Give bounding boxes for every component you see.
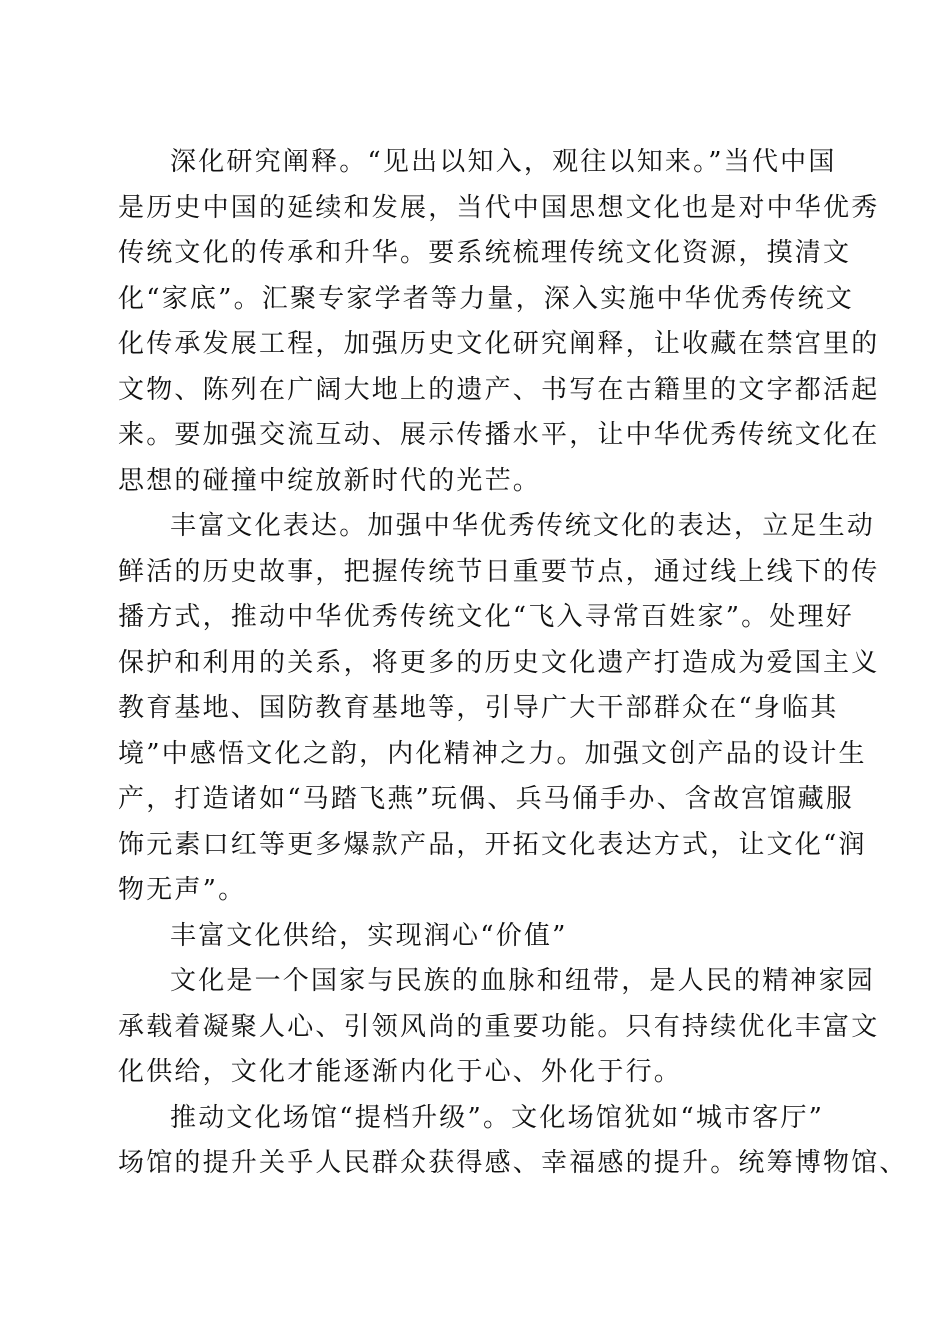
paragraph-line: 文物、陈列在广阔大地上的遗产、书写在古籍里的文字都活起 [118,375,880,405]
paragraph-line: 是历史中国的延续和发展，当代中国思想文化也是对中华优秀 [118,193,880,223]
paragraph-line: 播方式，推动中华优秀传统文化“飞入寻常百姓家”。处理好 [118,602,854,632]
paragraph-line: 传统文化的传承和升华。要系统梳理传统文化资源，摸清文 [118,238,852,268]
section-heading: 丰富文化供给，实现润心“价值” [170,921,568,951]
paragraph-line: 产，打造诸如“马踏飞燕”玩偶、兵马俑手办、含故宫馆藏服 [118,784,854,814]
paragraph-line: 教育基地、国防教育基地等，引导广大干部群众在“身临其 [118,693,839,723]
paragraph-line: 化供给，文化才能逐渐内化于心、外化于行。 [118,1057,683,1087]
paragraph-line: 化“家底”。汇聚专家学者等力量，深入实施中华优秀传统文 [118,284,854,314]
paragraph-line: 文化是一个国家与民族的血脉和纽带，是人民的精神家园 [170,966,876,996]
paragraph-line: 思想的碰撞中绽放新时代的光芒。 [118,466,542,496]
paragraph-line: 丰富文化表达。加强中华优秀传统文化的表达，立足生动 [170,511,876,541]
paragraph-line: 饰元素口红等更多爆款产品，开拓文化表达方式，让文化“润 [118,830,867,860]
paragraph-line: 物无声”。 [118,875,247,905]
paragraph-line: 境”中感悟文化之韵，内化精神之力。加强文创产品的设计生 [118,739,867,769]
paragraph-line: 场馆的提升关乎人民群众获得感、幸福感的提升。统筹博物馆、 [118,1148,908,1178]
paragraph-line: 保护和利用的关系，将更多的历史文化遗产打造成为爱国主义 [118,648,880,678]
paragraph-line: 承载着凝聚人心、引领风尚的重要功能。只有持续优化丰富文 [118,1012,880,1042]
paragraph-line: 推动文化场馆“提档升级”。文化场馆犹如“城市客厅” [170,1103,825,1133]
paragraph-line: 鲜活的历史故事，把握传统节日重要节点，通过线上线下的传 [118,557,880,587]
paragraph-line: 深化研究阐释。“见出以知入，观往以知来。”当代中国 [170,147,837,177]
paragraph-line: 化传承发展工程，加强历史文化研究阐释，让收藏在禁宫里的 [118,329,880,359]
paragraph-line: 来。要加强交流互动、展示传播水平，让中华优秀传统文化在 [118,420,880,450]
